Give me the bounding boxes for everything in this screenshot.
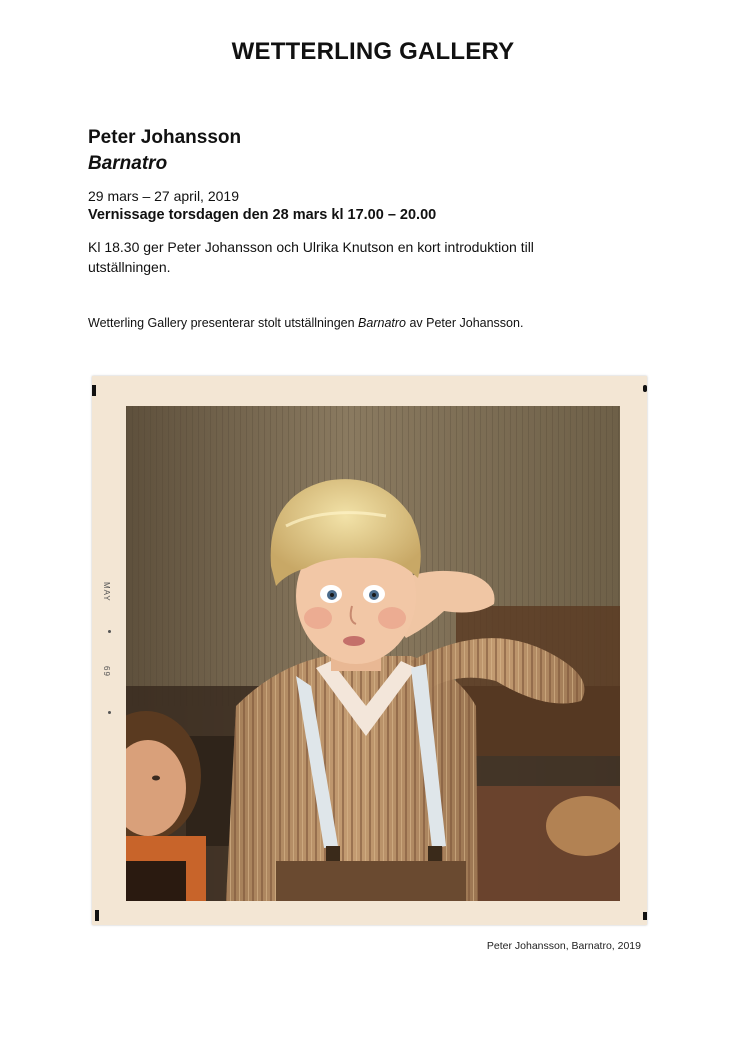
presentation-after: av Peter Johansson. [406,316,524,330]
photo-corner-mark [643,385,647,392]
presentation-before: Wetterling Gallery presenterar stolt utställningen [88,316,359,330]
photo-corner-mark [92,385,96,396]
exhibition-title: Barnatro [88,153,168,174]
photo-image [126,406,620,901]
presentation-title: Barnatro [358,316,406,330]
gallery-name: WETTERLING GALLERY [231,38,515,65]
photo-illustration [126,406,620,901]
intro-text: Kl 18.30 ger Peter Johansson och Ulrika Knutson en kort introduktion till utställningen. [88,239,534,275]
presentation-text [88,316,523,330]
photo-caption: Peter Johansson, Barnatro, 2019 [486,940,641,952]
photo-corner-mark [95,910,99,921]
vernissage-info: Vernissage torsdagen den 28 mars kl 17.00 – 20.00 [88,207,437,223]
photo-stamp-dot [108,630,111,633]
artist-name: Peter Johansson [88,127,242,148]
photo-stamp-year: 69 [102,666,111,677]
photo-corner-mark [643,912,647,920]
photo-stamp-month: MAY [102,582,111,602]
exhibition-dates: 29 mars – 27 april, 2019 [88,188,239,204]
photo-stamp-dot [108,711,111,714]
